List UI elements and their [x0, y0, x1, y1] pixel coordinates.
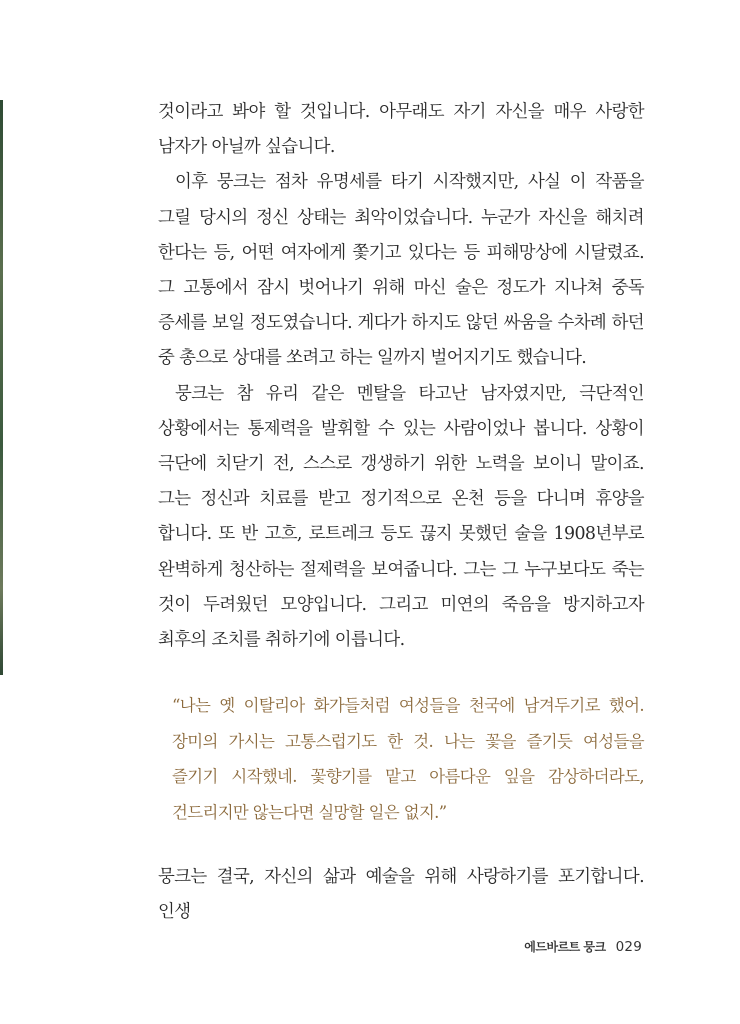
page-number: 029 [615, 939, 642, 955]
page-footer [524, 938, 642, 958]
facing-page-image-edge [0, 100, 3, 675]
body-paragraph-1: 것이라고 봐야 할 것입니다. 아무래도 자기 자신을 매우 사랑한 남자가 아닐까 싶습니다. [158, 102, 644, 158]
running-footer-title: 에드바르트 뭉크 [524, 940, 606, 954]
closing-paragraph: 뭉크는 결국, 자신의 삶과 예술을 위해 사랑하기를 포기합니다. 인생 [158, 867, 644, 923]
page-body [158, 95, 644, 931]
block-quote: “나는 옛 이탈리아 화가들처럼 여성들을 천국에 남겨두기로 했어. 장미의 가시는 고통스럽기도 한 것. 나는 꽃을 즐기듯 여성들을 즐기기 시작했네. 꽃향기를 맡고 아름다운 잎을 감상하더라도, 건드리지만 않는다면 실망할 일은 없지.” [172, 696, 644, 822]
body-paragraph-2: 이후 뭉크는 점차 유명세를 타기 시작했지만, 사실 이 작품을 그릴 당시의 정신 상태는 최악이었습니다. 누군가 자신을 해치려 한다는 등, 어떤 여자에게 쫓기고 있다는 등 피해망상에 시달렸죠. 그 고통에서 잠시 벗어나기 위해 마신 술은 정도가 지나쳐 중독 증세를 보일 정도였습니다. 게다가 하지도 않던 싸움을 수차례 하던 중 총으로 상대를 쏘려고 하는 일까지 벌어지기도 했습니다. [158, 172, 644, 369]
body-paragraph-3: 뭉크는 참 유리 같은 멘탈을 타고난 남자였지만, 극단적인 상황에서는 통제력을 발휘할 수 있는 사람이었나 봅니다. 상황이 극단에 치닫기 전, 스스로 갱생하기 위한 노력을 보이니 말이죠. 그는 정신과 치료를 받고 정기적으로 온천 등을 다니며 휴양을 합니다. 또 반 고흐, 로트레크 등도 끊지 못했던 술을 1908년부로 완벽하게 청산하는 절제력을 보여줍니다. 그는 그 누구보다도 죽는 것이 두려웠던 모양입니다. 그리고 미연의 죽음을 방지하고자 최후의 조치를 취하기에 이릅니다. [158, 383, 644, 651]
